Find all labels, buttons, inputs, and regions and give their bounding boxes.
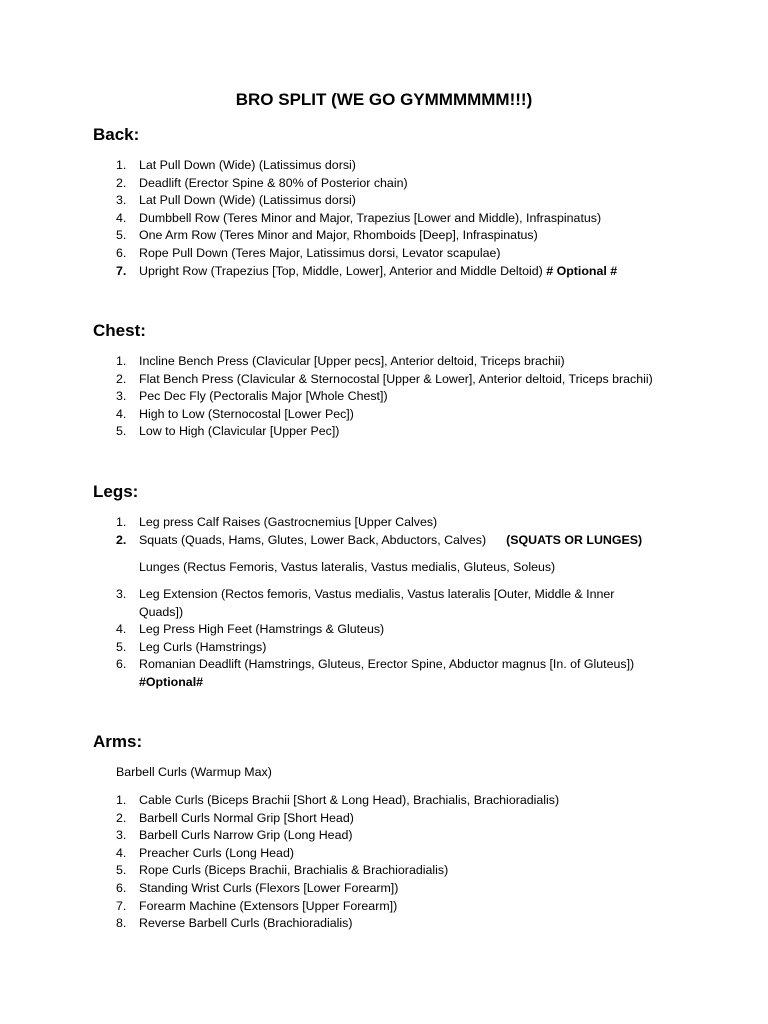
list-item-text: Rope Pull Down (Teres Major, Latissimus dorsi, Levator scapulae)	[139, 245, 501, 260]
list-number: 4.	[116, 622, 127, 637]
list-number: 3.	[116, 193, 127, 208]
list-item	[0, 175, 690, 193]
list-number: 3.	[116, 828, 127, 843]
list-item-text: Deadlift (Erector Spine & 80% of Posterior chain)	[139, 175, 408, 190]
list-item-text: Forearm Machine (Extensors [Upper Forearm])	[139, 898, 398, 913]
list-item	[0, 371, 690, 389]
list-number: 1.	[116, 354, 127, 368]
list-number: 6.	[116, 657, 127, 672]
list-item-text: Leg Press High Feet (Hamstrings & Gluteus)	[139, 622, 385, 637]
list-item-text: Upright Row (Trapezius [Top, Middle, Lower], Anterior and Middle Deltoid)	[139, 263, 543, 278]
list-number: 2.	[116, 371, 127, 386]
list-number: 6.	[116, 880, 127, 895]
squats-or-lunges-note: (SQUATS OR LUNGES)	[506, 532, 643, 547]
list-item	[0, 810, 690, 828]
list-item-text: Leg Extension (Rectos femoris, Vastus medialis, Vastus lateralis [Outer, Middle & Inner	[139, 587, 615, 601]
list-item-text: Romanian Deadlift (Hamstrings, Gluteus, Erector Spine, Abductor magnus [In. of Gluteus])	[139, 657, 635, 672]
list-number: 2.	[116, 532, 127, 547]
list-item	[0, 532, 690, 550]
list-number: 4.	[116, 406, 127, 421]
list-number: 1.	[116, 793, 127, 807]
list-item	[0, 245, 690, 263]
list-item	[0, 514, 690, 532]
list-item	[0, 621, 690, 639]
section-heading-arms: Arms:	[93, 732, 143, 751]
list-number: 1.	[116, 158, 127, 172]
list-number: 1.	[116, 515, 127, 529]
list-number: 2.	[116, 175, 127, 190]
list-number: 3.	[116, 587, 127, 601]
list-item-text: Leg Curls (Hamstrings)	[139, 639, 267, 654]
list-item	[0, 388, 690, 406]
list-item-text: Lat Pull Down (Wide) (Latissimus dorsi)	[139, 193, 356, 208]
list-item	[0, 639, 690, 657]
page-title: BRO SPLIT (WE GO GYMMMMMM!!!)	[235, 90, 533, 109]
list-number: 7.	[116, 898, 127, 913]
list-item-text: One Arm Row (Teres Minor and Major, Rhomboids [Deep], Infraspinatus)	[139, 228, 538, 243]
list-item	[0, 586, 690, 604]
list-number: 7.	[116, 263, 127, 278]
list-item	[0, 210, 690, 228]
list-number: 2.	[116, 810, 127, 825]
list-item-text: Standing Wrist Curls (Flexors [Lower Forearm])	[139, 880, 399, 895]
list-item-text: Quads])	[139, 604, 184, 619]
list-item-text: Barbell Curls Normal Grip [Short Head)	[139, 810, 354, 825]
list-number: 4.	[116, 845, 127, 860]
list-number: 5.	[116, 863, 127, 878]
list-number: 5.	[116, 228, 127, 243]
list-item	[0, 656, 690, 674]
lunges-alternative: Lunges (Rectus Femoris, Vastus lateralis, Vastus medialis, Gluteus, Soleus)	[139, 560, 556, 574]
arms-warmup-note: Barbell Curls (Warmup Max)	[116, 765, 272, 779]
list-item	[0, 898, 690, 916]
list-item-text: Incline Bench Press (Clavicular [Upper pecs], Anterior deltoid, Triceps brachii)	[139, 354, 565, 368]
list-number: 5.	[116, 424, 127, 439]
list-item	[0, 157, 690, 175]
list-item	[0, 423, 690, 441]
list-item-text: Preacher Curls (Long Head)	[139, 845, 294, 860]
list-item	[0, 827, 690, 845]
list-item-text: Dumbbell Row (Teres Minor and Major, Trapezius [Lower and Middle), Infraspinatus)	[139, 210, 602, 225]
list-item	[0, 192, 690, 210]
list-item-text: Low to High (Clavicular [Upper Pec])	[139, 424, 340, 439]
list-number: 5.	[116, 639, 127, 654]
list-number: 8.	[116, 916, 127, 931]
legs-list-part1	[0, 514, 690, 549]
section-heading-legs: Legs:	[93, 482, 139, 501]
optional-note: # Optional #	[546, 263, 618, 278]
list-item-text: Flat Bench Press (Clavicular & Sternocostal [Upper & Lower], Anterior deltoid, Triceps brachii)	[139, 371, 653, 386]
section-heading-back: Back:	[93, 125, 140, 144]
list-item	[0, 792, 690, 810]
list-item	[0, 406, 690, 424]
list-number: 6.	[116, 245, 127, 260]
list-item-text: Leg press Calf Raises (Gastrocnemius [Upper Calves)	[139, 515, 438, 529]
legs-list-part2	[0, 586, 690, 692]
list-number: 4.	[116, 210, 127, 225]
list-item-continuation	[0, 604, 690, 622]
section-heading-chest: Chest:	[93, 321, 146, 340]
list-item-text: Pec Dec Fly (Pectoralis Major [Whole Chest])	[139, 389, 388, 404]
list-item	[0, 263, 690, 281]
list-item	[0, 227, 690, 245]
list-item-text: High to Low (Sternocostal [Lower Pec])	[139, 406, 354, 421]
list-item-text: Rope Curls (Biceps Brachii, Brachialis & Brachioradialis)	[139, 863, 449, 878]
list-number: 3.	[116, 389, 127, 404]
arms-list	[0, 792, 690, 933]
list-item-text: Barbell Curls Narrow Grip (Long Head)	[139, 828, 353, 843]
list-item-continuation	[0, 674, 690, 692]
list-item-text: Cable Curls (Biceps Brachii [Short & Long Head), Brachialis, Brachioradialis)	[139, 793, 560, 807]
list-item	[0, 880, 690, 898]
list-item-text: Squats (Quads, Hams, Glutes, Lower Back, Abductors, Calves)	[139, 532, 487, 547]
list-item-text: Reverse Barbell Curls (Brachioradialis)	[139, 916, 353, 931]
list-item	[0, 353, 690, 371]
list-item	[0, 862, 690, 880]
optional-note: #Optional#	[139, 674, 204, 689]
back-list	[0, 157, 690, 280]
list-item	[0, 845, 690, 863]
chest-list	[0, 353, 690, 441]
list-item-text: Lat Pull Down (Wide) (Latissimus dorsi)	[139, 158, 356, 172]
list-item	[0, 915, 690, 933]
